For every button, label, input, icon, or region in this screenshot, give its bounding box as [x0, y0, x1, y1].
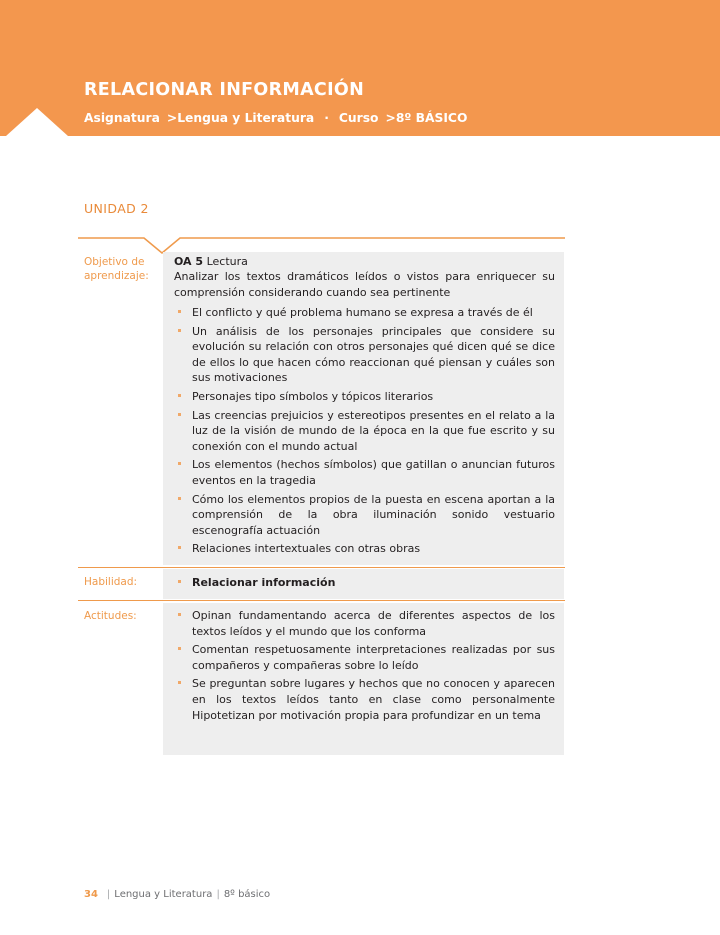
list-item-label: Opinan fundamentando acerca de diferentes aspectos de los textos leídos y el mundo que los conforma	[192, 609, 555, 638]
list-item-label: Los elementos (hechos símbolos) que gatillan o anuncian futuros eventos en la tragedia	[192, 458, 555, 487]
bullet-marker-icon	[178, 497, 181, 500]
page-title: RELACIONAR INFORMACIÓN	[84, 80, 365, 100]
list-item-label: El conflicto y qué problema humano se expresa a través de él	[192, 306, 533, 319]
list-item-label: Cómo los elementos propios de la puesta en escena aportan a la comprensión de la obra iluminación sonido vestuario escenografía actuación	[192, 492, 555, 537]
footer-level: 8º básico	[223, 889, 271, 900]
objetivo-bullet-list	[174, 305, 555, 560]
oa-code: OA 5	[174, 255, 204, 268]
bullet-marker-icon	[178, 329, 181, 332]
header-triangle-notch	[6, 108, 68, 136]
list-item	[174, 324, 555, 386]
list-item	[174, 541, 555, 557]
list-item	[174, 575, 555, 591]
row-label-actitudes: Actitudes:	[84, 610, 137, 622]
bullet-marker-icon	[178, 413, 181, 416]
bullet-marker-icon	[178, 681, 181, 684]
unit-label: UNIDAD 2	[84, 201, 149, 216]
bullet-marker-icon	[178, 647, 181, 650]
list-item	[174, 608, 555, 639]
footer-subject: Lengua y Literatura	[114, 889, 213, 900]
breadcrumb-course-label: Curso	[338, 111, 379, 125]
oa-intro-text: Analizar los textos dramáticos leídos o vistos para enriquecer su comprensión considerando cuando sea pertinente	[174, 270, 555, 299]
bullet-marker-icon	[178, 613, 181, 616]
row-label-objetivo-line1: Objetivo de	[84, 256, 145, 268]
list-item-label: Relaciones intertextuales con otras obras	[192, 542, 421, 556]
list-item-label: Un análisis de los personajes principales que considere su evolución su relación con otros personajes qué dicen qué se dice de ellos lo que hacen cómo reaccionan qué piensan y cuáles son sus motivaciones	[192, 324, 555, 385]
row-label-habilidad: Habilidad:	[84, 576, 138, 588]
list-item-label: Personajes tipo símbolos y tópicos literarios	[192, 389, 434, 403]
list-item-label: Las creencias prejuicios y estereotipos presentes en el relato a la luz de la visión de mundo de la época en la que fue escrito y su conexión con el mundo actual	[192, 408, 555, 453]
oa-heading	[174, 255, 248, 268]
footer-divider-1: |	[106, 889, 111, 900]
list-item	[174, 492, 555, 539]
list-item	[174, 389, 555, 405]
breadcrumb-subject-value: Lengua y Literatura	[177, 111, 315, 125]
breadcrumb-course-arrow: >	[385, 111, 396, 125]
bullet-marker-icon	[178, 394, 181, 397]
footer-divider-2: |	[216, 889, 220, 900]
list-item	[174, 642, 555, 673]
list-item-label: Comentan respetuosamente interpretaciones realizadas por sus compañeros y compañeras sobre lo leído	[192, 643, 555, 672]
bullet-marker-icon	[178, 546, 181, 549]
list-item	[174, 305, 555, 321]
habilidad-bullet-list	[174, 575, 555, 594]
bullet-marker-icon	[178, 580, 181, 583]
oa-axis: Lectura	[206, 255, 248, 268]
header-breadcrumb	[84, 111, 467, 125]
breadcrumb-subject-label: Asignatura	[84, 111, 160, 125]
habilidad-rule-bottom	[78, 600, 565, 601]
bullet-marker-icon	[178, 310, 181, 313]
bullet-marker-icon	[178, 462, 181, 465]
breadcrumb-subject-arrow: >	[166, 111, 178, 125]
list-item	[174, 408, 555, 455]
list-item-label: Relacionar información	[192, 576, 336, 589]
actitudes-bullet-list	[174, 608, 555, 726]
list-item	[174, 457, 555, 488]
page-footer	[84, 889, 270, 900]
footer-page-number: 34	[84, 889, 98, 900]
list-item-label: Se preguntan sobre lugares y hechos que no conocen y aparecen en los textos leídos tanto en clase como personalmente Hipotetizan por motivación propia para profundizar en un tema	[192, 677, 555, 722]
habilidad-rule-top	[78, 567, 565, 568]
breadcrumb-separator: ·	[324, 111, 329, 125]
breadcrumb-course-value: 8º BÁSICO	[395, 111, 468, 125]
row-label-objetivo	[84, 256, 160, 283]
row-label-objetivo-line2: aprendizaje:	[84, 269, 149, 282]
list-item	[174, 676, 555, 723]
